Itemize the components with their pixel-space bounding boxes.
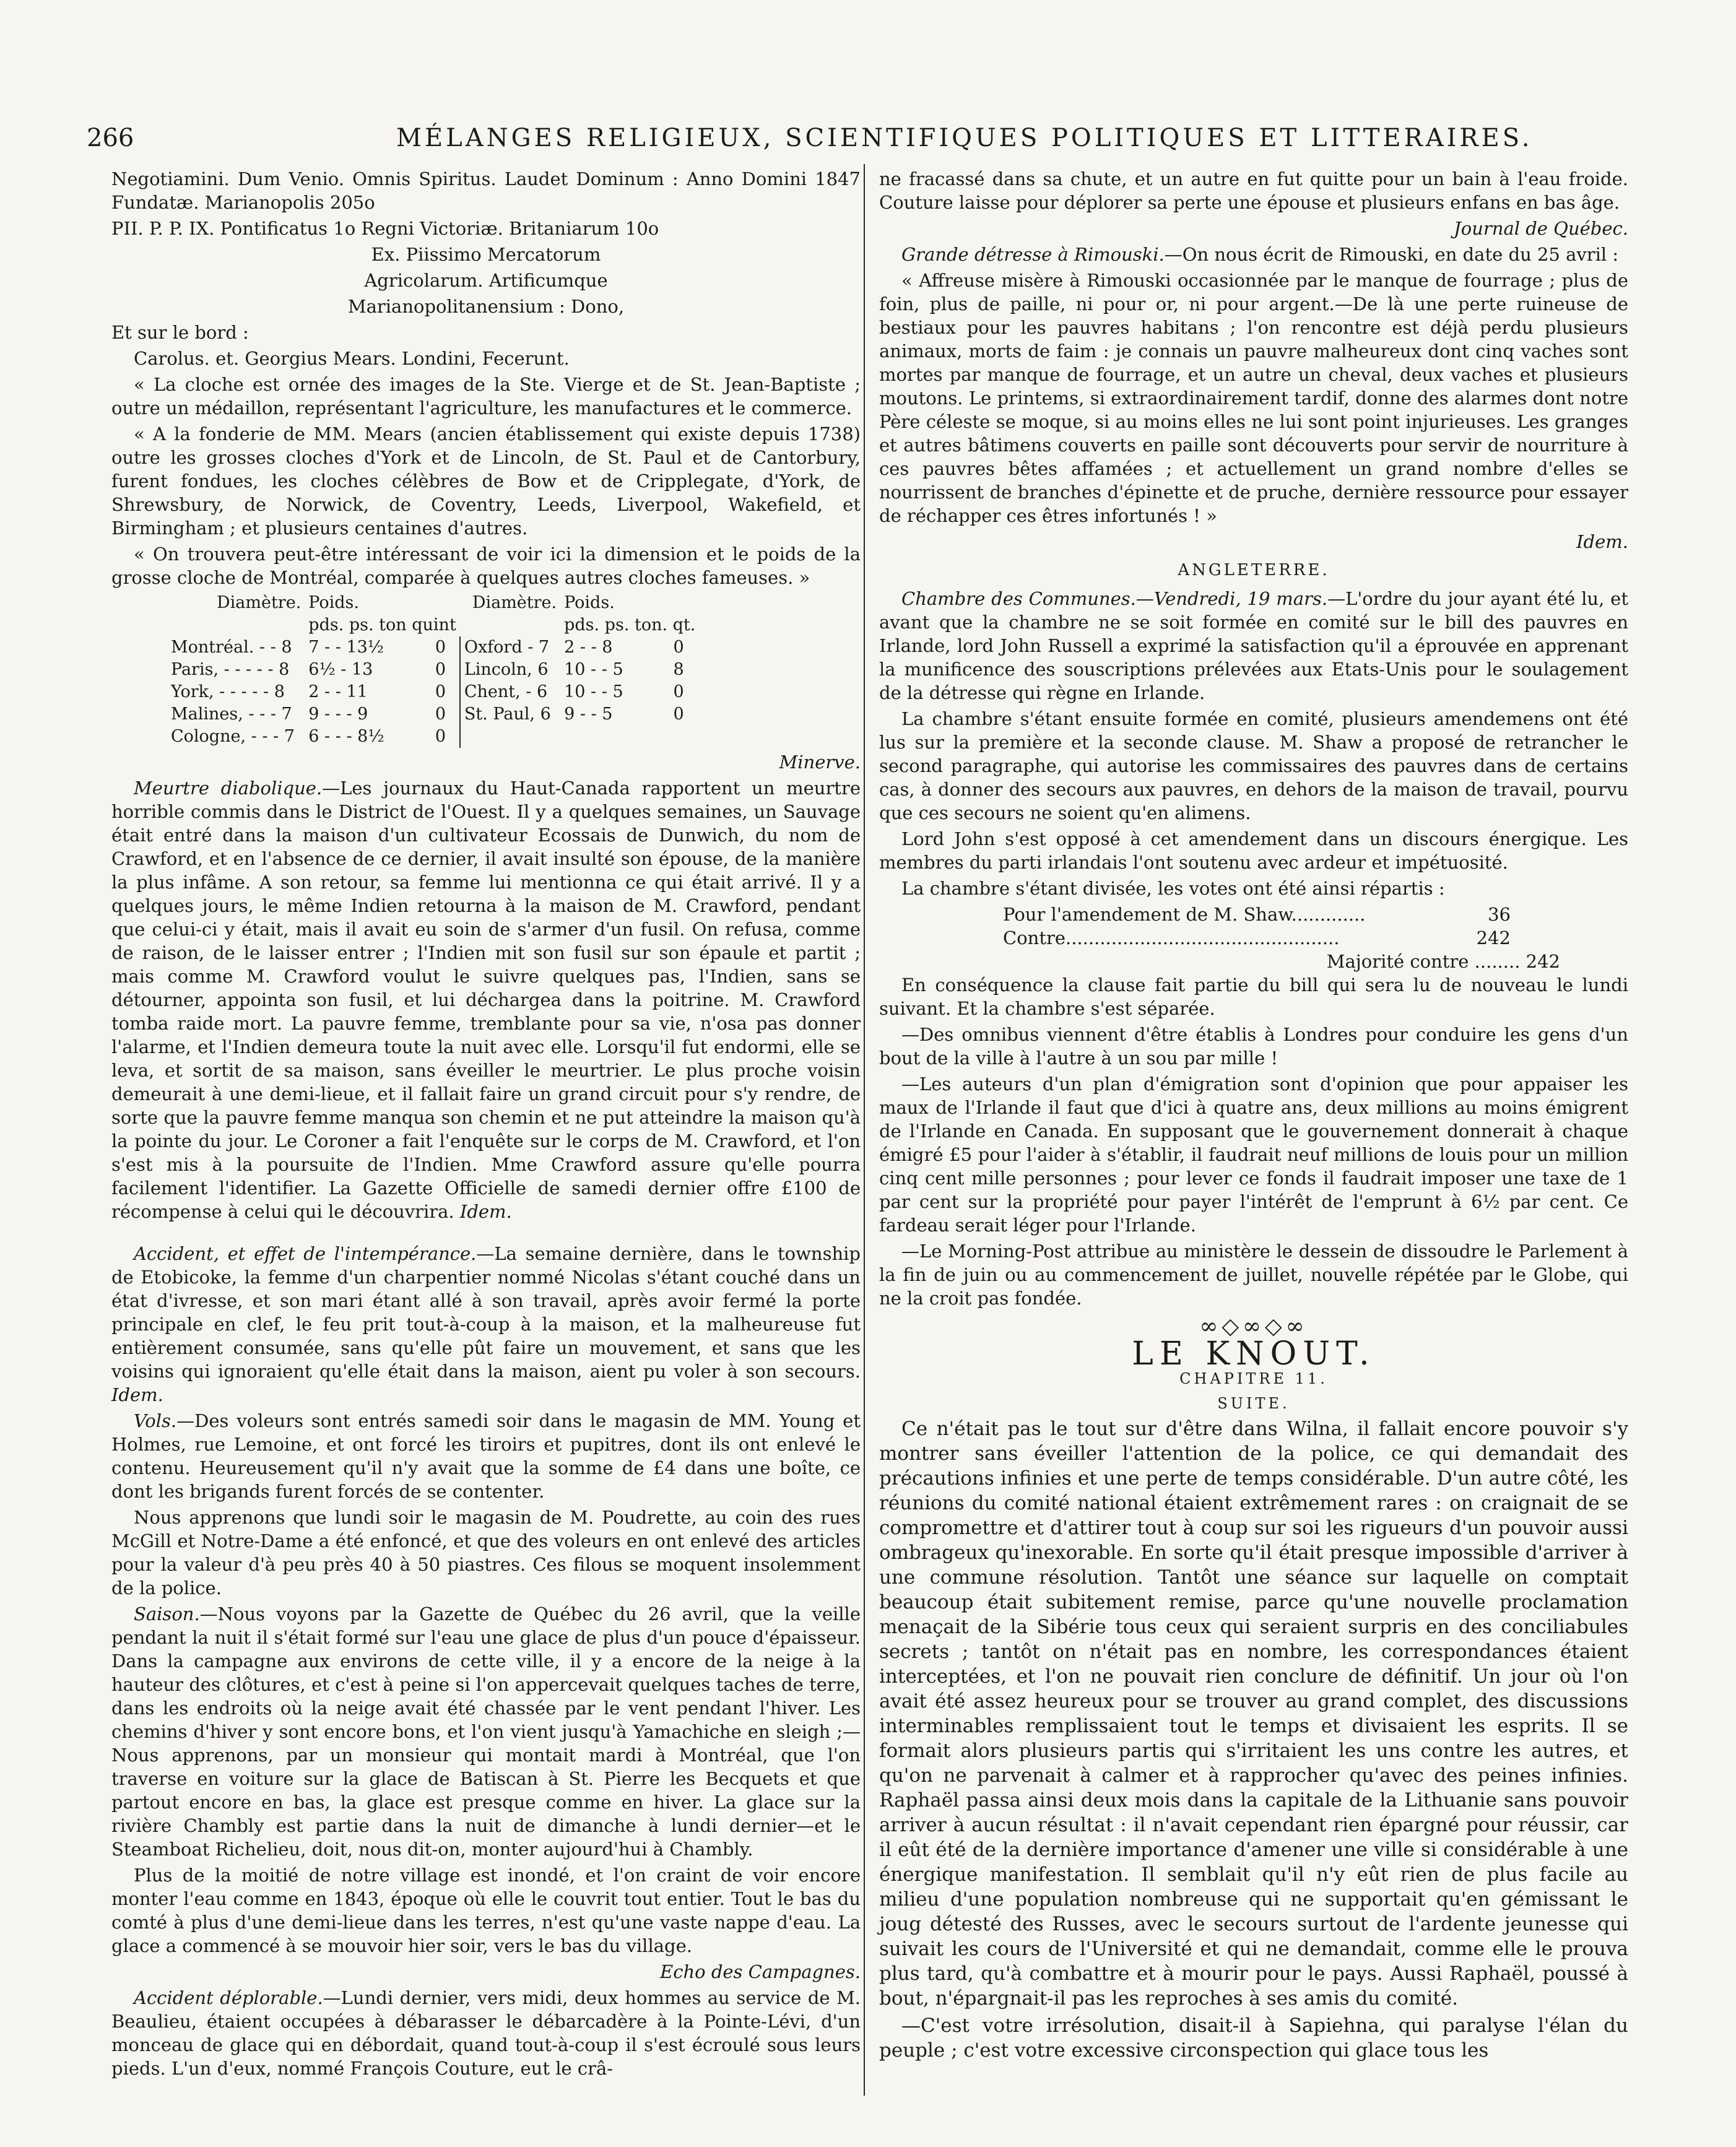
table-cell: 0 <box>435 727 446 746</box>
chapter-label: CHAPITRE 11. <box>1179 1370 1328 1387</box>
inscription-line: Negotiamini. Dum Venio. Omnis Spiritus. Laudet Dominum : Anno Domini 1847 Fundatæ. Marianopolis 205o <box>111 168 861 213</box>
majority-line: Majorité contre ........ 242 <box>1326 951 1560 972</box>
table-cell: Paris, - - - - - 8 <box>171 660 290 679</box>
table-row <box>167 726 699 748</box>
table-header: pds. ps. ton. qt. <box>564 615 696 635</box>
paragraph: Lord John s'est opposé à cet amendement dans un discours énergique. Les membres du parti irlandais l'ont soutenu avec ardeur et impétuosité. <box>879 828 1628 873</box>
paragraph: « A la fonderie de MM. Mears (ancien établissement qui existe depuis 1738) outre les grosses cloches d'York et de Lincoln, de St. Paul et de Cantorbury, furent fondues, les cloches célèbres de Bow et de Cripplegate, d'York, de Shrewsbury, de Norwick, de Coventry, Leeds, Liverpool, Wakefield, et Birmingham ; et plusieurs centaines d'autres. <box>111 423 861 539</box>
paragraph: « On trouvera peut-être intéressant de voir ici la dimension et le poids de la grosse cloche de Montréal, comparée à quelques autres cloches fameuses. » <box>111 544 861 588</box>
article-title: Vols. <box>134 1410 177 1431</box>
table-cell <box>669 726 699 748</box>
table-cell: St. Paul, 6 <box>460 703 560 726</box>
table-header: Diamètre. <box>217 593 302 612</box>
table-cell: 0 <box>435 682 446 701</box>
column-rule <box>864 164 865 2096</box>
paragraph: Plus de la moitié de notre village est inondé, et l'on craint de voir encore monter l'eau comme en 1843, époque où elle le couvrit tout entier. Tout le bas du comté à plus d'une demi-lieue dans les terres, n'est qu'une vaste nappe d'eau. La glace a commencé à se mouvoir hier soir, vers le bas du village. <box>111 1865 861 1956</box>
section-heading: ANGLETERRE. <box>1178 561 1330 579</box>
source-signature: Idem. <box>111 1384 163 1405</box>
article-text: —L'ordre du jour ayant été lu, et avant que la chambre ne se soit formée en comité sur le bill des pauvres en Irlande, lord John Russell a exprimé la satisfaction qu'il a éprouvée en apprenant la munificence des souscriptions prélevées aux Etats-Unis pour le soulagement de la détresse qui règne en Irlande. <box>879 588 1628 703</box>
paragraph: —Les auteurs d'un plan d'émigration sont d'opinion que pour appaiser les maux de l'Irlande il faut que d'ici à quatre ans, deux millions au moins émigrent de l'Irlande en Canada. En supposant que le gouvernement donnerait à chaque émigré £5 pour l'aider à s'établir, il faudrait neuf millions de louis pour un million cinq cent mille personnes ; pour lever ce fonds il faudrait imposer une taxe de 1 par cent sur la propriété pour payer l'intérêt de l'emprunt à 6½ par cent. Ce fardeau serait léger pour l'Irlande. <box>879 1074 1628 1236</box>
table-header: pds. ps. ton quint <box>308 615 456 635</box>
table-cell: 0 <box>673 705 684 724</box>
article-accident <box>111 1242 861 1407</box>
page-header <box>74 124 1659 155</box>
table-cell: Malines, - - - 7 <box>171 705 292 724</box>
table-header: Poids. <box>308 593 359 612</box>
table-cell: Lincoln, 6 <box>460 659 560 681</box>
article-text: —Lundi dernier, vers midi, deux hommes au service de M. Beaulieu, étaient occupées à débarasser le débarcadère à la Pointe-Lévi, d'un monceau de glace qui en débordait, quand tout-à-coup il s'est écroulé sous leurs pieds. L'un d'eux, nommé François Couture, eut le crâ- <box>111 1987 861 2079</box>
article-title: Grande détresse à Rimouski. <box>901 244 1165 265</box>
table-cell: Montréal. - - 8 <box>171 638 292 657</box>
inscription-line: Carolus. et. Georgius Mears. Londini, Fecerunt. <box>134 348 570 369</box>
paragraph: « La cloche est ornée des images de la Ste. Vierge et de St. Jean-Baptiste ; outre un médaillon, représentant l'agriculture, les manufactures et le commerce. <box>111 374 861 419</box>
table-row <box>167 659 699 681</box>
table-cell: 0 <box>435 705 446 724</box>
table-cell: 8 <box>673 660 684 679</box>
source-signature: Idem. <box>1576 531 1628 552</box>
paragraph: La chambre s'étant ensuite formée en comité, plusieurs amendemens ont été lus sur la première et la seconde clause. M. Shaw a proposé de retrancher le second paragraphe, qui autorise les commissaires des pauvres dans de certains cas, à donner des secours aux pauvres, en dehors de la maison de travail, pourvu que ces secours ne soient qu'en alimens. <box>879 708 1628 823</box>
vote-value: 36 <box>1488 904 1511 925</box>
inscription-line: PII. P. P. IX. Pontificatus 1o Regni Victoriæ. Britaniarum 10o <box>111 218 659 239</box>
source-signature: Minerve. <box>779 752 861 773</box>
inscription-line: Marianopolitanensium : Dono, <box>347 296 625 317</box>
paragraph: Nous apprenons que lundi soir le magasin de M. Poudrette, au coin des rues McGill et Notre-Dame a été enfoncé, et que des voleurs en ont enlevé des articles pour la valeur d'à peu près 40 à 50 piastres. Ces filous se moquent insolemment de la police. <box>111 1507 861 1598</box>
table-cell: 6½ - 13 <box>308 660 373 679</box>
table-cell: 10 - - 5 <box>564 660 623 679</box>
spacer <box>111 1226 861 1242</box>
paragraph: En conséquence la clause fait partie du bill qui sera lu de nouveau le lundi suivant. Et la chambre s'est séparée. <box>879 974 1628 1019</box>
article-text: —Les journaux du Haut-Canada rapportent un meurtre horrible commis dans le District de l'Ouest. Il y a quelques semaines, un Sauvage était entré dans la maison d'un cultivateur Ecossais de Dunwich, du nom de Crawford, et en l'absence de ce dernier, il avait insulté son épouse, de la manière la plus infâme. A son retour, sa femme lui mentionna ce qui était arrivé. Il y a quelques jours, le même Indien retourna à la maison de M. Crawford, pendant que celui-ci y était, mais il avait eu soin de s'armer d'un fusil. On refusa, comme de raison, de le laisser entrer ; l'Indien mit son fusil sur son épaule et partit ; mais comme M. Crawford voulut le suivre quelques pas, l'Indien, sans se détourner, appointa son fusil, et lui déchargea dans la poitrine. M. Crawford tomba raide mort. La pauvre femme, tremblante pour sa vie, n'osa pas donner l'alarme, et l'Indien demeura toute la nuit avec elle. Lorsqu'il fut endormi, elle se leva, et sortit de sa maison, sans éveiller le meurtrier. Le plus proche voisin demeurait à une demi-lieue, et il fallait faire un grand circuit pour s'y rendre, de sorte que la pauvre femme manqua son chemin et ne put atteindre la maison qu'à la pointe du jour. Le Coroner a fait l'enquête sur le corps de M. Crawford, et l'on s'est mis à la poursuite de l'Indien. Mme Crawford assure qu'elle pourra facilement l'identifier. La Gazette Officielle de samedi dernier offre £100 de récompense à celui qui le découvrira. <box>111 778 861 1222</box>
article-title: Chambre des Communes.—Vendredi, 19 mars. <box>901 588 1328 609</box>
table-cell: Oxford - 7 <box>460 636 560 659</box>
bell-table <box>167 592 699 748</box>
table-row <box>167 681 699 703</box>
table-cell: 9 - - - 9 <box>308 705 368 724</box>
source-signature: Journal de Québec. <box>1454 218 1628 239</box>
left-column <box>111 167 861 2083</box>
vote-label: Pour l'amendement de M. Shaw............. <box>1003 904 1366 925</box>
table-cell: 0 <box>673 682 684 701</box>
table-cell: 6 - - - 8½ <box>308 727 384 746</box>
article-title: Accident, et effet de l'intempérance. <box>134 1243 477 1264</box>
table-cell <box>560 726 669 748</box>
article-meurtre <box>111 776 861 1223</box>
suite-label: SUITE. <box>1217 1395 1290 1412</box>
inscription-line: Agricolarum. Artificumque <box>364 270 608 291</box>
table-cell: 2 - - 8 <box>564 638 613 657</box>
table-cell: 2 - - 11 <box>308 682 368 701</box>
inscription-line: Ex. Piissimo Mercatorum <box>371 244 601 265</box>
table-header-row <box>167 592 699 614</box>
table-header: Poids. <box>564 593 615 612</box>
source-signature: Echo des Campagnes. <box>660 1961 861 1982</box>
paragraph: Ce n'était pas le tout sur d'être dans Wilna, il fallait encore pouvoir s'y montrer sans éveiller l'attention de la police, ce qui demandait des précautions infinies et une perte de temps considérable. D'un autre côté, les réunions du comité national étaient extrêmement rares : on craignait de se compromettre et d'attirer tout à coup sur soi les rigueurs d'un pouvoir aussi ombrageux qu'inexorable. En sorte qu'il était presque impossible d'arriver à une commune résolution. Tantôt une séance sur laquelle on comptait beaucoup était subitement remise, parce qu'une nouvelle proclamation menaçait de la Sibérie tous ceux qui seraient surpris en des conciliabules secrets ; tantôt on n'était pas en nombre, les correspondances étaient interceptées, et l'on ne pouvait rien conclure de définitif. Un jour où l'on avait été assez heureux pour se trouver au grand complet, des discussions interminables remplissaient tout le temps et divisaient les esprits. Il se formait alors plusieurs partis qui s'irritaient les uns contre les autres, et qu'on ne parvenait à calmer et à rapprocher qu'avec des peines infinies. Raphaël passa ainsi deux mois dans la capitale de la Lithuanie sans pouvoir arriver à aucun résultat : il n'avait cependant rien épargné pour réussir, car il eût été de la dernière importance d'amener une ville si considérable à une énergique manifestation. Il semblait qu'il n'y eût rien de plus facile au milieu d'une population nombreuse qui ne supportait qu'en gémissant le joug détesté des Russes, avec le secours surtout de l'ardente jeunesse qui suivait les cours de l'Université et qui ne demandait, comme elle le prouva plus tard, qu'à combattre et à mourir pour le pays. Aussi Raphaël, poussé à bout, n'épargnait-il pas les reproches à ses amis du comité. <box>879 1418 1628 2010</box>
table-cell <box>460 726 560 748</box>
ornament-divider: ∞◇∞◇∞ <box>1199 1314 1308 1339</box>
inscription-line: Et sur le bord : <box>111 322 249 343</box>
article-text: —On nous écrit de Rimouski, en date du 25 avril : <box>1164 244 1619 265</box>
article-detresse <box>879 243 1628 266</box>
table-cell: 0 <box>673 638 684 657</box>
article-title: Meurtre diabolique. <box>134 778 323 799</box>
paragraph: « Affreuse misère à Rimouski occasionnée par le manque de fourrage ; plus de foin, plus de paille, ni pour or, ni pour argent.—De là une perte ruineuse de bestiaux pour les pauvres habitans ; l'on rencontre est déjà perdu plusieurs animaux, morts de faim : je connais un pauvre malheureux dont cinq vaches sont mortes par manque de fourrage, et un autre un cheval, deux vaches et plusieurs moutons. Le printems, si extraordinairement tardif, donne des alarmes dont notre Père céleste se moque, si au moins elles ne lui sont point injurieuses. Les granges et autres bâtimens couverts en paille sont découverts pour servir de nourriture à ces pauvres bêtes affamées ; et actuellement un grand nombre d'elles se nourrissent de branches d'épinette et de pruche, dernière ressource pour essayer de réchapper ces êtres infortunés ! » <box>879 270 1628 526</box>
table-cell: 9 - - 5 <box>564 705 613 724</box>
paragraph: ne fracassé dans sa chute, et un autre en fut quitte pour un bain à l'eau froide. Couture laisse pour déplorer sa perte une épouse et plusieurs enfans en bas âge. <box>879 168 1628 213</box>
serial-title: LE KNOUT. <box>1132 1335 1376 1373</box>
article-chambre <box>879 587 1628 705</box>
article-vols <box>111 1409 861 1503</box>
vote-row <box>1003 903 1511 926</box>
running-head: MÉLANGES RELIGIEUX, SCIENTIFIQUES POLITIQUES ET LITTERAIRES. <box>396 124 1533 152</box>
paragraph: —Le Morning-Post attribue au ministère le dessein de dissoudre le Parlement à la fin de juin ou au commencement de juillet, nouvelle répétée par le Globe, qui ne la croit pas fondée. <box>879 1241 1628 1309</box>
paragraph: —C'est votre irrésolution, disait-il à Sapiehna, qui paralyse l'élan du peuple ; c'est votre excessive circonspection qui glace tous les <box>879 2015 1628 2062</box>
article-title: Saison. <box>134 1603 200 1624</box>
article-text: —Nous voyons par la Gazette de Québec du 26 avril, que la veille pendant la nuit il s'était formé sur l'eau une glace de plus d'un pouce d'épaisseur. Dans la campagne aux environs de cette ville, il y a encore de la neige à la hauteur des clôtures, et c'est à peine si l'on appercevait quelques taches de terre, dans les endroits où la neige avait été chassée par le vent pendant l'hiver. Les chemins d'hiver y sont encore bons, et l'on vient jusqu'à Yamachiche en sleigh ;—Nous apprenons, par un monsieur qui montait mardi à Montréal, que l'on traverse en voiture sur la glace de Batiscan à St. Pierre les Becquets et que partout encore en bas, la glace est presque comme en hiver. La glace sur la rivière Chambly est partie dans la nuit de dimanche à lundi dernier—et le Steamboat Richelieu, doit, nous dit-on, monter aujourd'hui à Chambly. <box>111 1603 861 1860</box>
right-column <box>879 167 1628 2065</box>
table-row <box>167 703 699 726</box>
table-cell: 0 <box>435 638 446 657</box>
paragraph: La chambre s'étant divisée, les votes ont été ainsi répartis : <box>901 878 1445 899</box>
article-title: Accident déplorable. <box>134 1987 323 2008</box>
source-signature: Idem. <box>459 1201 512 1222</box>
table-cell: York, - - - - - 8 <box>171 682 285 701</box>
paragraph: —Des omnibus viennent d'être établis à Londres pour conduire les gens d'un bout de la ville à l'autre à un sou par mille ! <box>879 1024 1628 1069</box>
table-cell: Chent, - 6 <box>460 681 560 703</box>
table-cell: 10 - - 5 <box>564 682 623 701</box>
table-header: Diamètre. <box>472 593 557 612</box>
vote-label: Contre................................................ <box>1003 927 1340 948</box>
table-cell: 7 - - 13½ <box>308 638 384 657</box>
vote-total <box>879 950 1560 973</box>
vote-row <box>1003 926 1511 950</box>
table-cell: Cologne, - - - 7 <box>171 727 295 746</box>
article-text: —Des voleurs sont entrés samedi soir dans le magasin de MM. Young et Holmes, rue Lemoine, et ont forcé les tiroirs et pupitres, dont ils ont enlevé le contenu. Heureusement qu'il n'y avait que la somme de £4 dans une boîte, ce dont les brigands furent forcés de se contenter. <box>111 1410 861 1502</box>
table-cell: 0 <box>435 660 446 679</box>
table-row <box>167 636 699 659</box>
article-deplorable <box>111 1986 861 2080</box>
article-saison <box>111 1602 861 1861</box>
table-header-row <box>167 614 699 636</box>
page-number: 266 <box>87 124 134 152</box>
vote-value: 242 <box>1476 927 1511 948</box>
article-text: —La semaine dernière, dans le township de Etobicoke, la femme d'un charpentier nommé Nicolas s'étant couché dans un état d'ivresse, et son mari étant allé à son travail, après avoir fermé la porte principale en clef, le feu prit tout-à-coup à la maison, et la malheureuse fut entièrement consumée, sans qu'elle pût faire un mouvement, et sans que les voisins qui ignoraient qu'elle était dans la maison, aient pu voler à son secours. <box>111 1243 861 1382</box>
